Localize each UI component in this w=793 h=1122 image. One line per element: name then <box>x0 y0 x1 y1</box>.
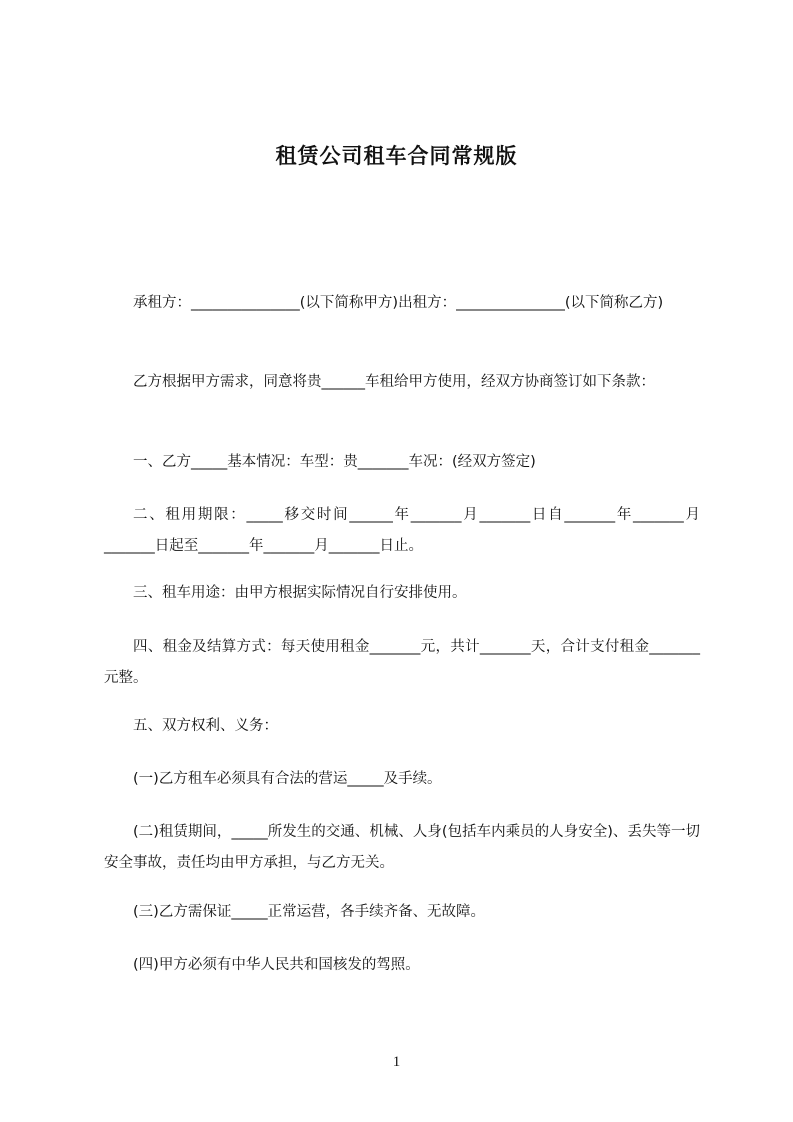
paragraph-parties: 承租方：_______________(以下简称甲方)出租方：_______________(以下简称乙方) <box>133 295 664 311</box>
clause-5-4: (四)甲方必须有中华人民共和国核发的驾照。 <box>133 957 420 973</box>
clause-5-heading: 五、双方权利、义务： <box>133 718 278 734</box>
paragraph-intro: 乙方根据甲方需求，同意将贵______车租给甲方使用，经双方协商签订如下条款： <box>133 374 655 390</box>
clause-2-term: 二、租用期限：_____移交时间______年_______月_______日自_______年_______月_______日起至_______年_______月_______日止。 <box>104 507 700 554</box>
document-title: 租赁公司租车合同常规版 <box>275 144 518 168</box>
clause-4-rent: 四、租金及结算方式：每天使用租金_______元，共计_______天，合计支付租金_______元整。 <box>104 639 700 686</box>
clause-5-1: (一)乙方租车必须具有合法的营运_____及手续。 <box>133 771 442 787</box>
clause-3-purpose: 三、租车用途：由甲方根据实际情况自行安排使用。 <box>133 585 467 601</box>
clause-5-3: (三)乙方需保证_____正常运营，各手续齐备、无故障。 <box>133 904 486 920</box>
page-number: 1 <box>392 1054 401 1070</box>
clause-5-2: (二)租赁期间，_____所发生的交通、机械、人身(包括车内乘员的人身安全)、丢失等一切安全事故，责任均由甲方承担，与乙方无关。 <box>104 824 700 871</box>
clause-1-vehicle: 一、乙方_____基本情况：车型：贵_______车况：(经双方签定) <box>133 454 536 470</box>
